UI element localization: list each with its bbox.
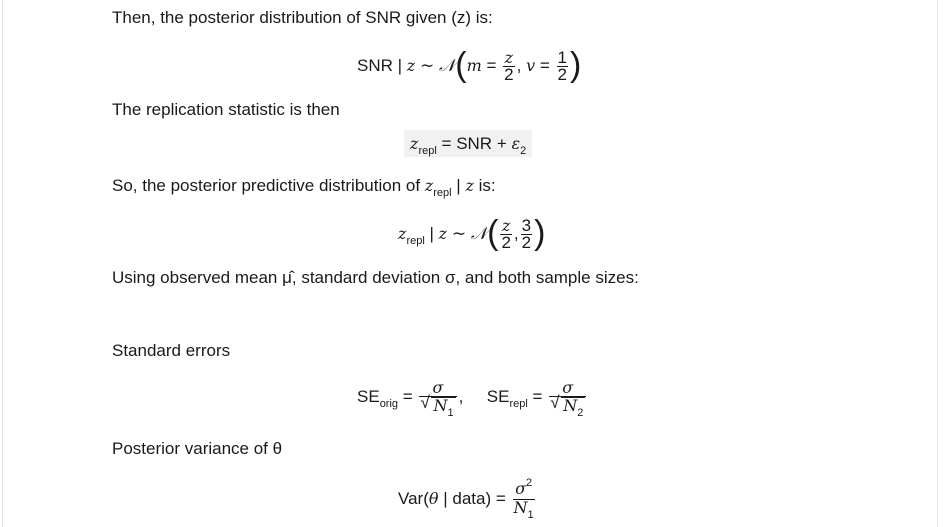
equation-replication (404, 133, 532, 157)
equation-posterior-snr: SNR | z ∼ 𝒩(m = $\frac{z}{2}$ , v = $\frac{1}{2}$ ) (357, 45, 582, 85)
fraction-3-over-2: $\frac{3}{2}$ (521, 216, 532, 253)
equation-highlight: $z_{repl}$ = SNR + $\varepsilon_2$ (404, 130, 532, 157)
equation-posterior-variance: Var(θ | data) = $\frac{\sigma^2}{N_1}$ (398, 477, 534, 522)
equation-predictive: $z_{repl}$ | z ∼ 𝒩( $\frac{z}{2}$ , $\frac{3}{2}$ ) (398, 213, 546, 253)
paragraph-observed-mean: Using observed mean μ̂, standard deviation σ, and both sample sizes: (112, 268, 639, 287)
page-left-border (2, 0, 3, 527)
page-right-border (937, 0, 938, 527)
equation-standard-errors: $SE_{orig}$ = σ √ $N_1$ , $SE_{repl}$ = σ √ $N_2$ (357, 375, 588, 425)
paragraph-replication-statistic: The replication statistic is then (112, 100, 340, 119)
paragraph-posterior-intro: Then, the posterior distribution of SNR given (z) is: (112, 8, 493, 27)
heading-posterior-variance: Posterior variance of θ (112, 439, 283, 458)
heading-standard-errors: Standard errors (112, 341, 231, 360)
fraction-sigma-squared-over-n1: $\frac{\sigma^2}{N_1}$ (513, 477, 534, 522)
fraction-sigma-over-sqrt-n1: σ √ $N_1$ (419, 380, 456, 416)
fraction-sigma-over-sqrt-n2: σ √ $N_2$ (549, 380, 586, 416)
paragraph-posterior-predictive: So, the posterior predictive distribution of $z_{repl}$ | z is: (112, 176, 496, 199)
fraction-1-over-2: $\frac{1}{2}$ (557, 48, 568, 85)
fraction-z-over-2: $\frac{z}{2}$ (504, 48, 514, 85)
fraction-z-over-2: $\frac{z}{2}$ (501, 216, 511, 253)
